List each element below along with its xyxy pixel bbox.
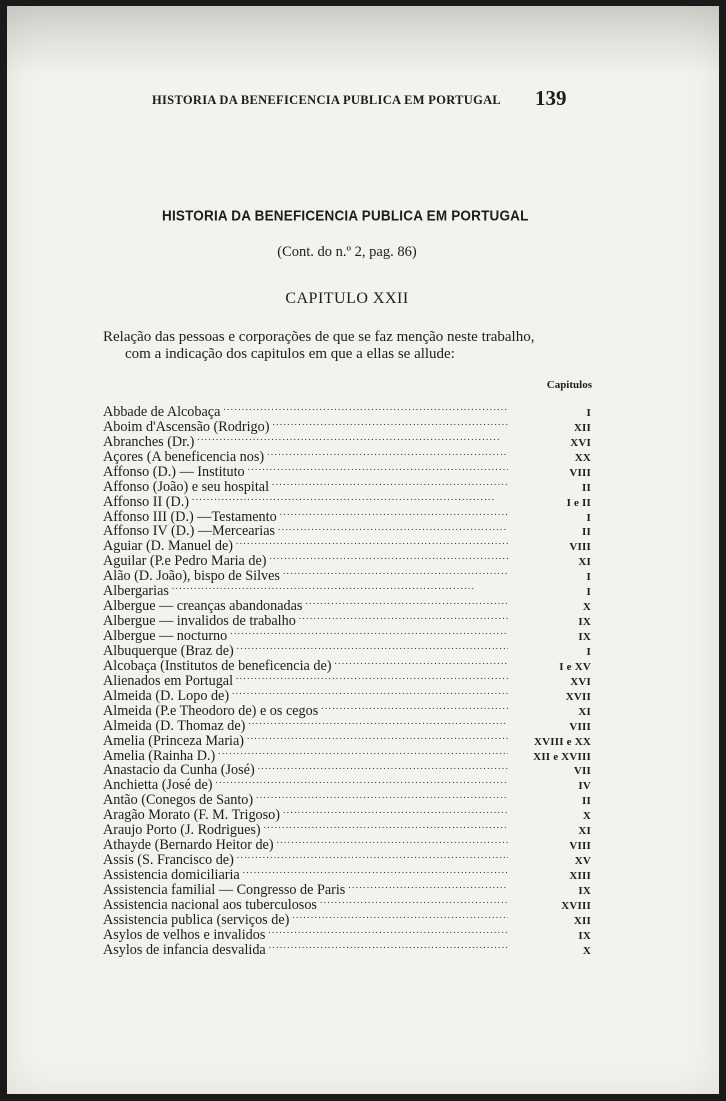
entry-name: Assistencia domiciliaria <box>103 867 240 883</box>
dot-leader <box>299 610 508 625</box>
entry-chapter-ref: XVIII e XX <box>534 735 591 748</box>
dot-leader <box>236 670 508 685</box>
page-number: 139 <box>535 86 567 110</box>
dot-leader <box>278 521 508 536</box>
entry-chapter-ref: II <box>582 526 591 539</box>
dot-leader <box>192 491 508 506</box>
dot-leader <box>243 864 508 879</box>
intro-line-1: Relação das pessoas e corporações de que se faz menção neste trabalho, <box>103 329 535 345</box>
entry-chapter-ref: XII e XVIII <box>533 750 591 763</box>
entry-name: Assistencia publica (serviços de) <box>103 911 290 928</box>
intro-paragraph <box>103 329 603 363</box>
entry-name: Assistencia nacional aos tuberculosos <box>103 896 317 913</box>
dot-leader <box>218 745 508 760</box>
dot-leader <box>321 700 508 715</box>
dot-leader <box>247 730 508 745</box>
entry-name: Alão (D. João), bispo de Silves <box>103 568 280 585</box>
column-header: Capitulos <box>546 379 592 391</box>
entry-chapter-ref: I <box>586 406 591 419</box>
entry-chapter-ref: VIII <box>569 840 591 853</box>
entry-chapter-ref: XIII <box>569 870 591 882</box>
entry-chapter-ref: I <box>586 586 591 599</box>
entry-name: Aboim d'Ascensão (Rodrigo) <box>103 418 270 435</box>
entry-name: Abranches (Dr.) <box>103 433 195 450</box>
dot-leader <box>237 640 508 655</box>
entry-chapter-ref: X <box>582 944 591 957</box>
entry-name: Albergue — creanças abandonadas <box>103 598 303 615</box>
entry-name: Asylos de velhos e invalidos <box>103 926 266 943</box>
dot-leader <box>305 595 508 610</box>
entry-name: Abbade de Alcobaça <box>103 403 221 420</box>
dot-leader <box>248 715 508 730</box>
entry-chapter-ref: I e II <box>566 496 591 509</box>
entry-name: Aguilar (P.e Pedro Maria de) <box>103 553 267 570</box>
entry-chapter-ref: XI <box>578 825 591 838</box>
entry-name: Açores (A beneficencia nos) <box>103 448 265 465</box>
dot-leader <box>334 655 508 670</box>
entry-chapter-ref: IV <box>578 780 591 793</box>
dot-leader <box>268 924 508 939</box>
entry-name: Affonso IV (D.) —Mercearias <box>103 523 276 540</box>
dot-leader <box>348 879 508 894</box>
entry-name: Albuquerque (Braz de) <box>103 642 234 659</box>
index-list <box>103 401 591 958</box>
dot-leader <box>270 550 508 565</box>
entry-chapter-ref: XI <box>578 705 591 718</box>
entry-name: Alcobaça (Institutos de beneficencia de) <box>103 657 332 674</box>
entry-chapter-ref: VIII <box>569 541 591 554</box>
dot-leader <box>292 909 508 924</box>
entry-name: Athayde (Bernardo Heitor de) <box>103 837 274 854</box>
dot-leader <box>223 401 508 416</box>
dot-leader <box>267 446 508 461</box>
entry-chapter-ref: I e XV <box>559 660 591 673</box>
entry-chapter-ref: XII <box>573 421 591 434</box>
dot-leader <box>272 476 508 491</box>
entry-chapter-ref: IX <box>578 616 591 629</box>
dot-leader <box>172 580 508 595</box>
entry-name: Araujo Porto (J. Rodrigues) <box>103 822 261 839</box>
entry-chapter-ref: VIII <box>569 720 591 733</box>
entry-chapter-ref: XVII <box>565 690 591 703</box>
intro-line-2: com a indicação dos capitulos em que a ellas se allude: <box>125 346 455 362</box>
entry-name: Aguiar (D. Manuel de) <box>103 538 234 555</box>
entry-name: Affonso II (D.) <box>103 493 190 510</box>
entry-chapter-ref: X <box>582 810 591 823</box>
entry-name: Asylos de infancia desvalida <box>103 941 266 958</box>
entry-chapter-ref: XI <box>578 556 591 569</box>
entry-name: Amelia (Princeza Maria) <box>103 732 245 749</box>
entry-chapter-ref: VII <box>573 765 591 778</box>
continuation-note: (Cont. do n.º 2, pag. 86) <box>277 244 417 260</box>
entry-chapter-ref: I <box>586 645 591 658</box>
entry-name: Antão (Conegos de Santo) <box>103 792 254 809</box>
dot-leader <box>197 431 508 446</box>
entry-name: Affonso (D.) — Instituto <box>103 463 245 480</box>
entry-name: Almeida (D. Thomaz de) <box>103 717 246 734</box>
running-head: HISTORIA DA BENEFICENCIA PUBLICA EM PORTUGAL <box>152 93 502 107</box>
book-page <box>7 6 719 1094</box>
entry-name: Anastacio da Cunha (José) <box>103 762 255 779</box>
entry-chapter-ref: IX <box>578 929 591 942</box>
dot-leader <box>277 834 508 849</box>
entry-chapter-ref: II <box>582 481 591 494</box>
entry-chapter-ref: XV <box>574 855 591 868</box>
dot-leader <box>230 625 508 640</box>
dot-leader <box>237 849 508 864</box>
dot-leader <box>258 760 508 775</box>
entry-name: Affonso (João) e seu hospital <box>103 478 270 495</box>
dot-leader <box>232 685 508 700</box>
dot-leader <box>283 565 508 580</box>
dot-leader <box>264 819 508 834</box>
entry-chapter-ref: XVI <box>570 675 591 688</box>
dot-leader <box>248 461 508 476</box>
entry-name: Albergue — nocturno <box>103 628 228 644</box>
entry-name: Albergue — invalidos de trabalho <box>103 613 296 630</box>
entry-chapter-ref: I <box>586 511 591 524</box>
entry-chapter-ref: VIII <box>569 466 591 479</box>
dot-leader <box>283 804 508 819</box>
entry-chapter-ref: II <box>582 795 591 808</box>
entry-chapter-ref: IX <box>578 884 591 897</box>
entry-name: Aragão Morato (F. M. Trigoso) <box>103 807 280 824</box>
entry-name: Anchietta (José de) <box>103 777 213 794</box>
dot-leader <box>236 535 508 550</box>
entry-chapter-ref: XX <box>574 451 591 464</box>
page-title: HISTORIA DA BENEFICENCIA PUBLICA EM PORTUGAL <box>162 207 529 224</box>
chapter-heading: CAPITULO XXII <box>285 290 409 307</box>
entry-chapter-ref: IX <box>578 631 591 643</box>
entry-name: Albergarias <box>103 583 169 600</box>
entry-chapter-ref: XVIII <box>561 899 591 912</box>
dot-leader <box>280 506 508 521</box>
dot-leader <box>256 789 508 804</box>
dot-leader <box>320 894 508 909</box>
entry-name: Assistencia familial — Congresso de Paris <box>103 881 346 898</box>
entry-name: Almeida (P.e Theodoro de) e os cegos <box>103 702 319 719</box>
entry-chapter-ref: XII <box>573 914 591 927</box>
entry-name: Amelia (Rainha D.) <box>103 747 216 764</box>
entry-name: Assis (S. Francisco de) <box>103 852 234 869</box>
dot-leader <box>269 939 508 954</box>
dot-leader <box>272 416 508 431</box>
entry-chapter-ref: I <box>586 571 591 584</box>
entry-name: Affonso III (D.) —Testamento <box>103 508 277 525</box>
index-entry <box>103 401 591 420</box>
entry-name: Almeida (D. Lopo de) <box>103 687 230 704</box>
entry-name: Alienados em Portugal <box>103 672 234 689</box>
entry-chapter-ref: X <box>582 601 591 614</box>
dot-leader <box>216 774 508 789</box>
entry-chapter-ref: XVI <box>570 436 591 449</box>
